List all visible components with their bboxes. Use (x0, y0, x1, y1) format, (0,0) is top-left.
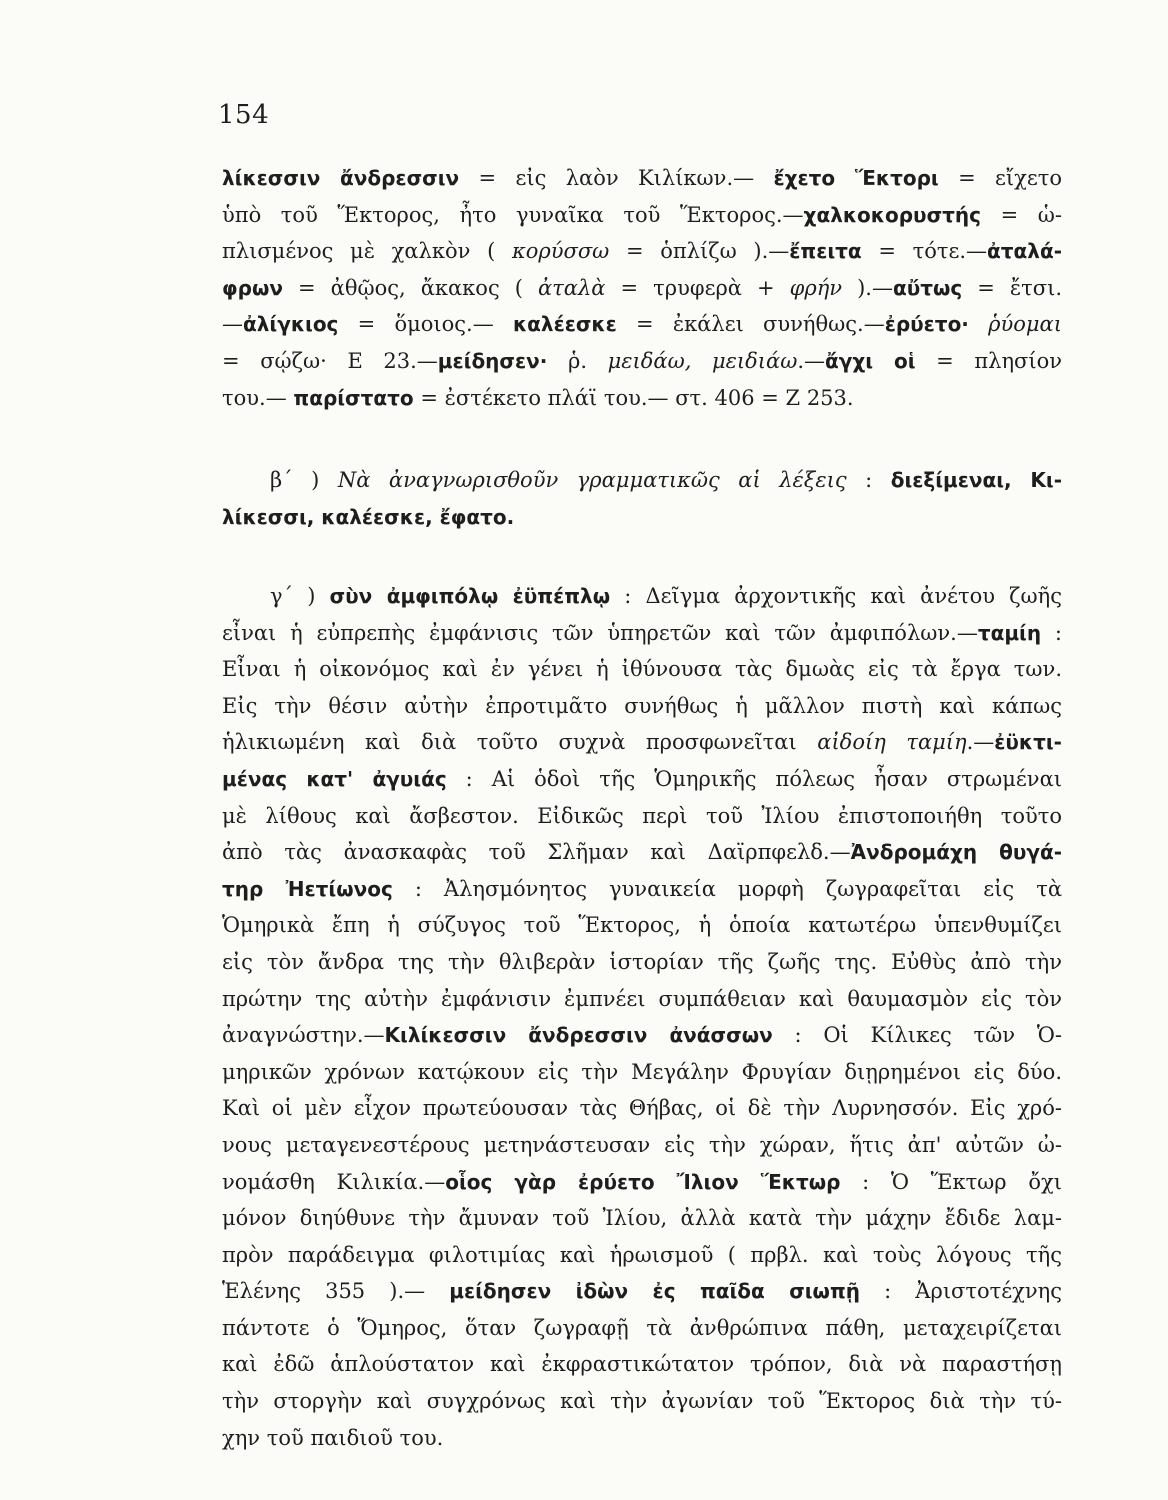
text-line (222, 981, 1062, 1018)
plain-text: = ὁπλίζω ).— (609, 239, 790, 264)
plain-text: = ἐστέκετο πλάϊ του.— στ. 406 = Ζ 253. (413, 385, 854, 410)
text-line (222, 160, 1062, 197)
text-line (222, 1054, 1062, 1091)
plain-text: εἰς τὸν ἄνδρα της τὴν θλιβερὰν ἱστορίαν τῆς ζωῆς της. Εὐθὺς ἀπὸ τὴν (222, 949, 1062, 974)
text-line (222, 1273, 1062, 1310)
text-line (222, 343, 1062, 380)
text-line (222, 651, 1062, 688)
bold-lemma: μένας κατ' ἀγυιάς (222, 766, 447, 791)
bold-lemma: τηρ Ἠετίωνος (222, 876, 393, 901)
plain-text: = τρυφερὰ + (605, 275, 790, 300)
text-line (222, 499, 1062, 536)
bold-lemma: σὺν ἀμφιπόλῳ ἐϋπέπλῳ (329, 584, 611, 608)
plain-text: .— (966, 730, 995, 755)
text-line (222, 1346, 1062, 1383)
plain-text: : Δεῖγμα ἀρχοντικῆς καὶ ἀνέτου ζωῆς (610, 584, 1062, 608)
plain-text: πάντοτε ὁ Ὅμηρος, ὅταν ζωγραφῇ τὰ ἀνθρώπινα πάθη, μεταχειρίζεται (222, 1315, 1062, 1340)
plain-text: νους μεταγενεστέρους μετηνάστευσαν εἰς τὴν χώραν, ἥτις ἀπ' αὐτῶν ὠ- (222, 1132, 1062, 1157)
bold-lemma: λίκεσσι, καλέεσκε, ἔφατο. (222, 504, 515, 529)
plain-text: — (222, 312, 243, 337)
plain-text: = ὡ- (981, 202, 1062, 227)
text-line (222, 462, 1062, 499)
exercise-beta (222, 462, 1062, 535)
bold-lemma: ἀλίγκιος (243, 312, 339, 337)
commentary-paragraph-1 (222, 160, 1062, 416)
text-line (222, 578, 1062, 615)
plain-text: = ὅμοιος.— (338, 312, 513, 337)
bold-lemma: οἷος γὰρ ἐρύετο Ἴλιον Ἕκτωρ (445, 1169, 841, 1194)
text-line (222, 907, 1062, 944)
bold-lemma: μείδησεν· (437, 348, 548, 373)
text-line (222, 1237, 1062, 1274)
plain-text: β΄ ) (270, 468, 338, 492)
plain-text: καὶ ἐδῶ ἁπλούστατον καὶ ἐκφραστικώτατον τρόπον, διὰ νὰ παραστήσῃ (222, 1352, 1062, 1377)
plain-text: : Ὁ Ἕκτωρ ὄχι (840, 1169, 1062, 1194)
text-line (222, 197, 1062, 234)
plain-text: Καὶ οἱ μὲν εἶχον πρωτεύουσαν τὰς Θήβας, οἱ δὲ τὴν Λυρνησσόν. Εἰς χρό- (222, 1096, 1062, 1121)
italic-text: Νὰ ἀναγνωρισθοῦν γραμματικῶς αἱ λέξεις (337, 468, 847, 492)
plain-text: Εἶναι ἡ οἰκονόμος καὶ ἐν γένει ἡ ἰθύνουσα τὰς δμωὰς εἰς τὰ ἔργα των. (222, 657, 1062, 682)
bold-lemma: παρίστατο (293, 385, 414, 410)
exercise-gamma (222, 578, 1062, 1456)
plain-text: ἀναγνώστην.— (222, 1023, 385, 1048)
bold-lemma: αὔτως (892, 275, 963, 300)
plain-text: μόνον διηύθυνε τὴν ἄμυναν τοῦ Ἰλίου, ἀλλὰ κατὰ τὴν μάχην ἔδιδε λαμ- (222, 1206, 1062, 1231)
text-line (222, 1383, 1062, 1420)
plain-text: = πλησίον (915, 348, 1062, 373)
bold-lemma: ἔχετο Ἕκτορι (773, 166, 939, 190)
text-line (222, 871, 1062, 908)
plain-text (969, 312, 988, 336)
plain-text: Ὁμηρικὰ ἔπη ἡ σύζυγος τοῦ Ἕκτορος, ἡ ὁποία κατωτέρω ὑπενθυμίζει (222, 913, 1062, 938)
text-line (222, 1164, 1062, 1201)
text-line (222, 688, 1062, 725)
text-line (222, 1127, 1062, 1164)
plain-text: πρώτην της αὐτὴν ἐμφάνισιν ἐμπνέει συμπάθειαν καὶ θαυμασμὸν εἰς τὸν (222, 986, 1062, 1011)
italic-text: κορύσσω (511, 239, 610, 264)
text-line (222, 615, 1062, 652)
bold-lemma: ταμίη (977, 620, 1042, 645)
text-line (222, 1090, 1062, 1127)
bold-lemma: ἀταλά- (987, 239, 1062, 264)
text-line (222, 1420, 1062, 1457)
bold-lemma: ἐϋκτι- (994, 730, 1062, 755)
bold-lemma: ἐρύετο· (884, 312, 969, 337)
italic-text: μειδάω, μειδιάω (607, 348, 798, 373)
text-line (222, 724, 1062, 761)
bold-lemma: καλέεσκε (512, 312, 617, 337)
plain-text: Ἑλένης 355 ).— (222, 1279, 450, 1304)
plain-text: ἡλικιωμένη καὶ διὰ τοῦτο συχνὰ προσφωνεῖται (222, 730, 818, 755)
plain-text: = τότε.— (861, 239, 988, 264)
plain-text: = ἀθῷος, ἄκακος ( (282, 275, 538, 300)
plain-text: : Ἀλησμόνητος γυναικεία μορφὴ ζωγραφεῖται εἰς τὰ (392, 876, 1062, 901)
plain-text: χην τοῦ παιδιοῦ του. (222, 1425, 444, 1450)
plain-text: : (1041, 620, 1062, 645)
text-line (222, 270, 1062, 307)
plain-text: = ἔτσι. (962, 275, 1062, 300)
plain-text: μηρικῶν χρόνων κατῴκουν εἰς τὴν Μεγάλην Φρυγίαν διῃρημένοι εἰς δύο. (222, 1059, 1062, 1084)
text-line (222, 834, 1062, 871)
text-line (222, 233, 1062, 270)
plain-text: ἀπὸ τὰς ἀνασκαφὰς τοῦ Σλῆμαν καὶ Δαϊρπφελδ.— (222, 840, 851, 865)
plain-text: .— (797, 348, 826, 373)
bold-lemma: μείδησεν ἰδὼν ἐς παῖδα σιωπῇ (449, 1279, 860, 1304)
plain-text: : (846, 468, 891, 492)
text-line (222, 944, 1062, 981)
plain-text: εἶναι ἡ εὐπρεπὴς ἐμφάνισις τῶν ὑπηρετῶν καὶ τῶν ἀμφιπόλων.— (222, 620, 978, 645)
plain-text: = σῴζω· Ε 23.— (222, 348, 438, 373)
plain-text: πρὸν παράδειγμα φιλοτιμίας καὶ ἡρωισμοῦ ( πρβλ. καὶ τοὺς λόγους τῆς (222, 1242, 1062, 1267)
plain-text: μὲ λίθους καὶ ἄσβεστον. Εἰδικῶς περὶ τοῦ Ἰλίου ἐπιστοποιήθη τοῦτο (222, 803, 1062, 828)
text-line (222, 1017, 1062, 1054)
plain-text: ).— (842, 275, 893, 300)
bold-lemma: Ἀνδρομάχη θυγά- (850, 840, 1062, 865)
plain-text: τὴν στοργὴν καὶ συγχρόνως καὶ τὴν ἀγωνίαν τοῦ Ἕκτορος διὰ τὴν τύ- (222, 1389, 1062, 1414)
italic-text: φρήν (789, 275, 843, 300)
bold-lemma: διεξίμεναι, Κι- (890, 468, 1062, 492)
plain-text: = εἴχετο (938, 166, 1062, 190)
bold-lemma: ἔπειτα (789, 239, 862, 264)
bold-lemma: Κιλίκεσσιν ἄνδρεσσιν ἀνάσσων (384, 1023, 773, 1048)
plain-text: Εἰς τὴν θέσιν αὐτὴν ἐπροτιμᾶτο συνήθως ἡ μᾶλλον πιστὴ καὶ κάπως (222, 693, 1062, 718)
plain-text: ῥ. (547, 348, 608, 373)
plain-text: πλισμένος μὲ χαλκὸν ( (222, 239, 512, 264)
text-line (222, 380, 1062, 417)
text-line (222, 761, 1062, 798)
plain-text: : Οἱ Κίλικες τῶν Ὁ- (772, 1023, 1062, 1048)
plain-text: = ἐκάλει συνήθως.— (616, 312, 885, 337)
text-line (222, 1200, 1062, 1237)
text-line (222, 306, 1062, 343)
plain-text: του.— (222, 385, 294, 410)
text-line (222, 798, 1062, 835)
page-number: 154 (218, 100, 270, 130)
plain-text: : Ἀριστοτέχνης (860, 1279, 1062, 1304)
plain-text: = εἰς λαὸν Κιλίκων.— (459, 166, 774, 190)
bold-lemma: φρων (222, 275, 283, 300)
plain-text: νομάσθη Κιλικία.— (222, 1169, 446, 1194)
bold-lemma: λίκεσσιν ἄνδρεσσιν (222, 166, 460, 190)
plain-text: ὑπὸ τοῦ Ἕκτορος, ἦτο γυναῖκα τοῦ Ἕκτορος.— (222, 202, 804, 227)
text-line (222, 1310, 1062, 1347)
italic-text: αἰδοίη ταμίη (817, 730, 967, 755)
italic-text: ῥύομαι (988, 312, 1062, 337)
bold-lemma: χαλκοκορυστής (803, 202, 981, 227)
italic-text: ἀταλὰ (537, 275, 606, 300)
plain-text: γ΄ ) (270, 584, 330, 608)
plain-text: : Αἱ ὁδοὶ τῆς Ὁμηρικῆς πόλεως ἦσαν στρωμέναι (446, 766, 1062, 791)
bold-lemma: ἄγχι οἱ (825, 348, 916, 373)
